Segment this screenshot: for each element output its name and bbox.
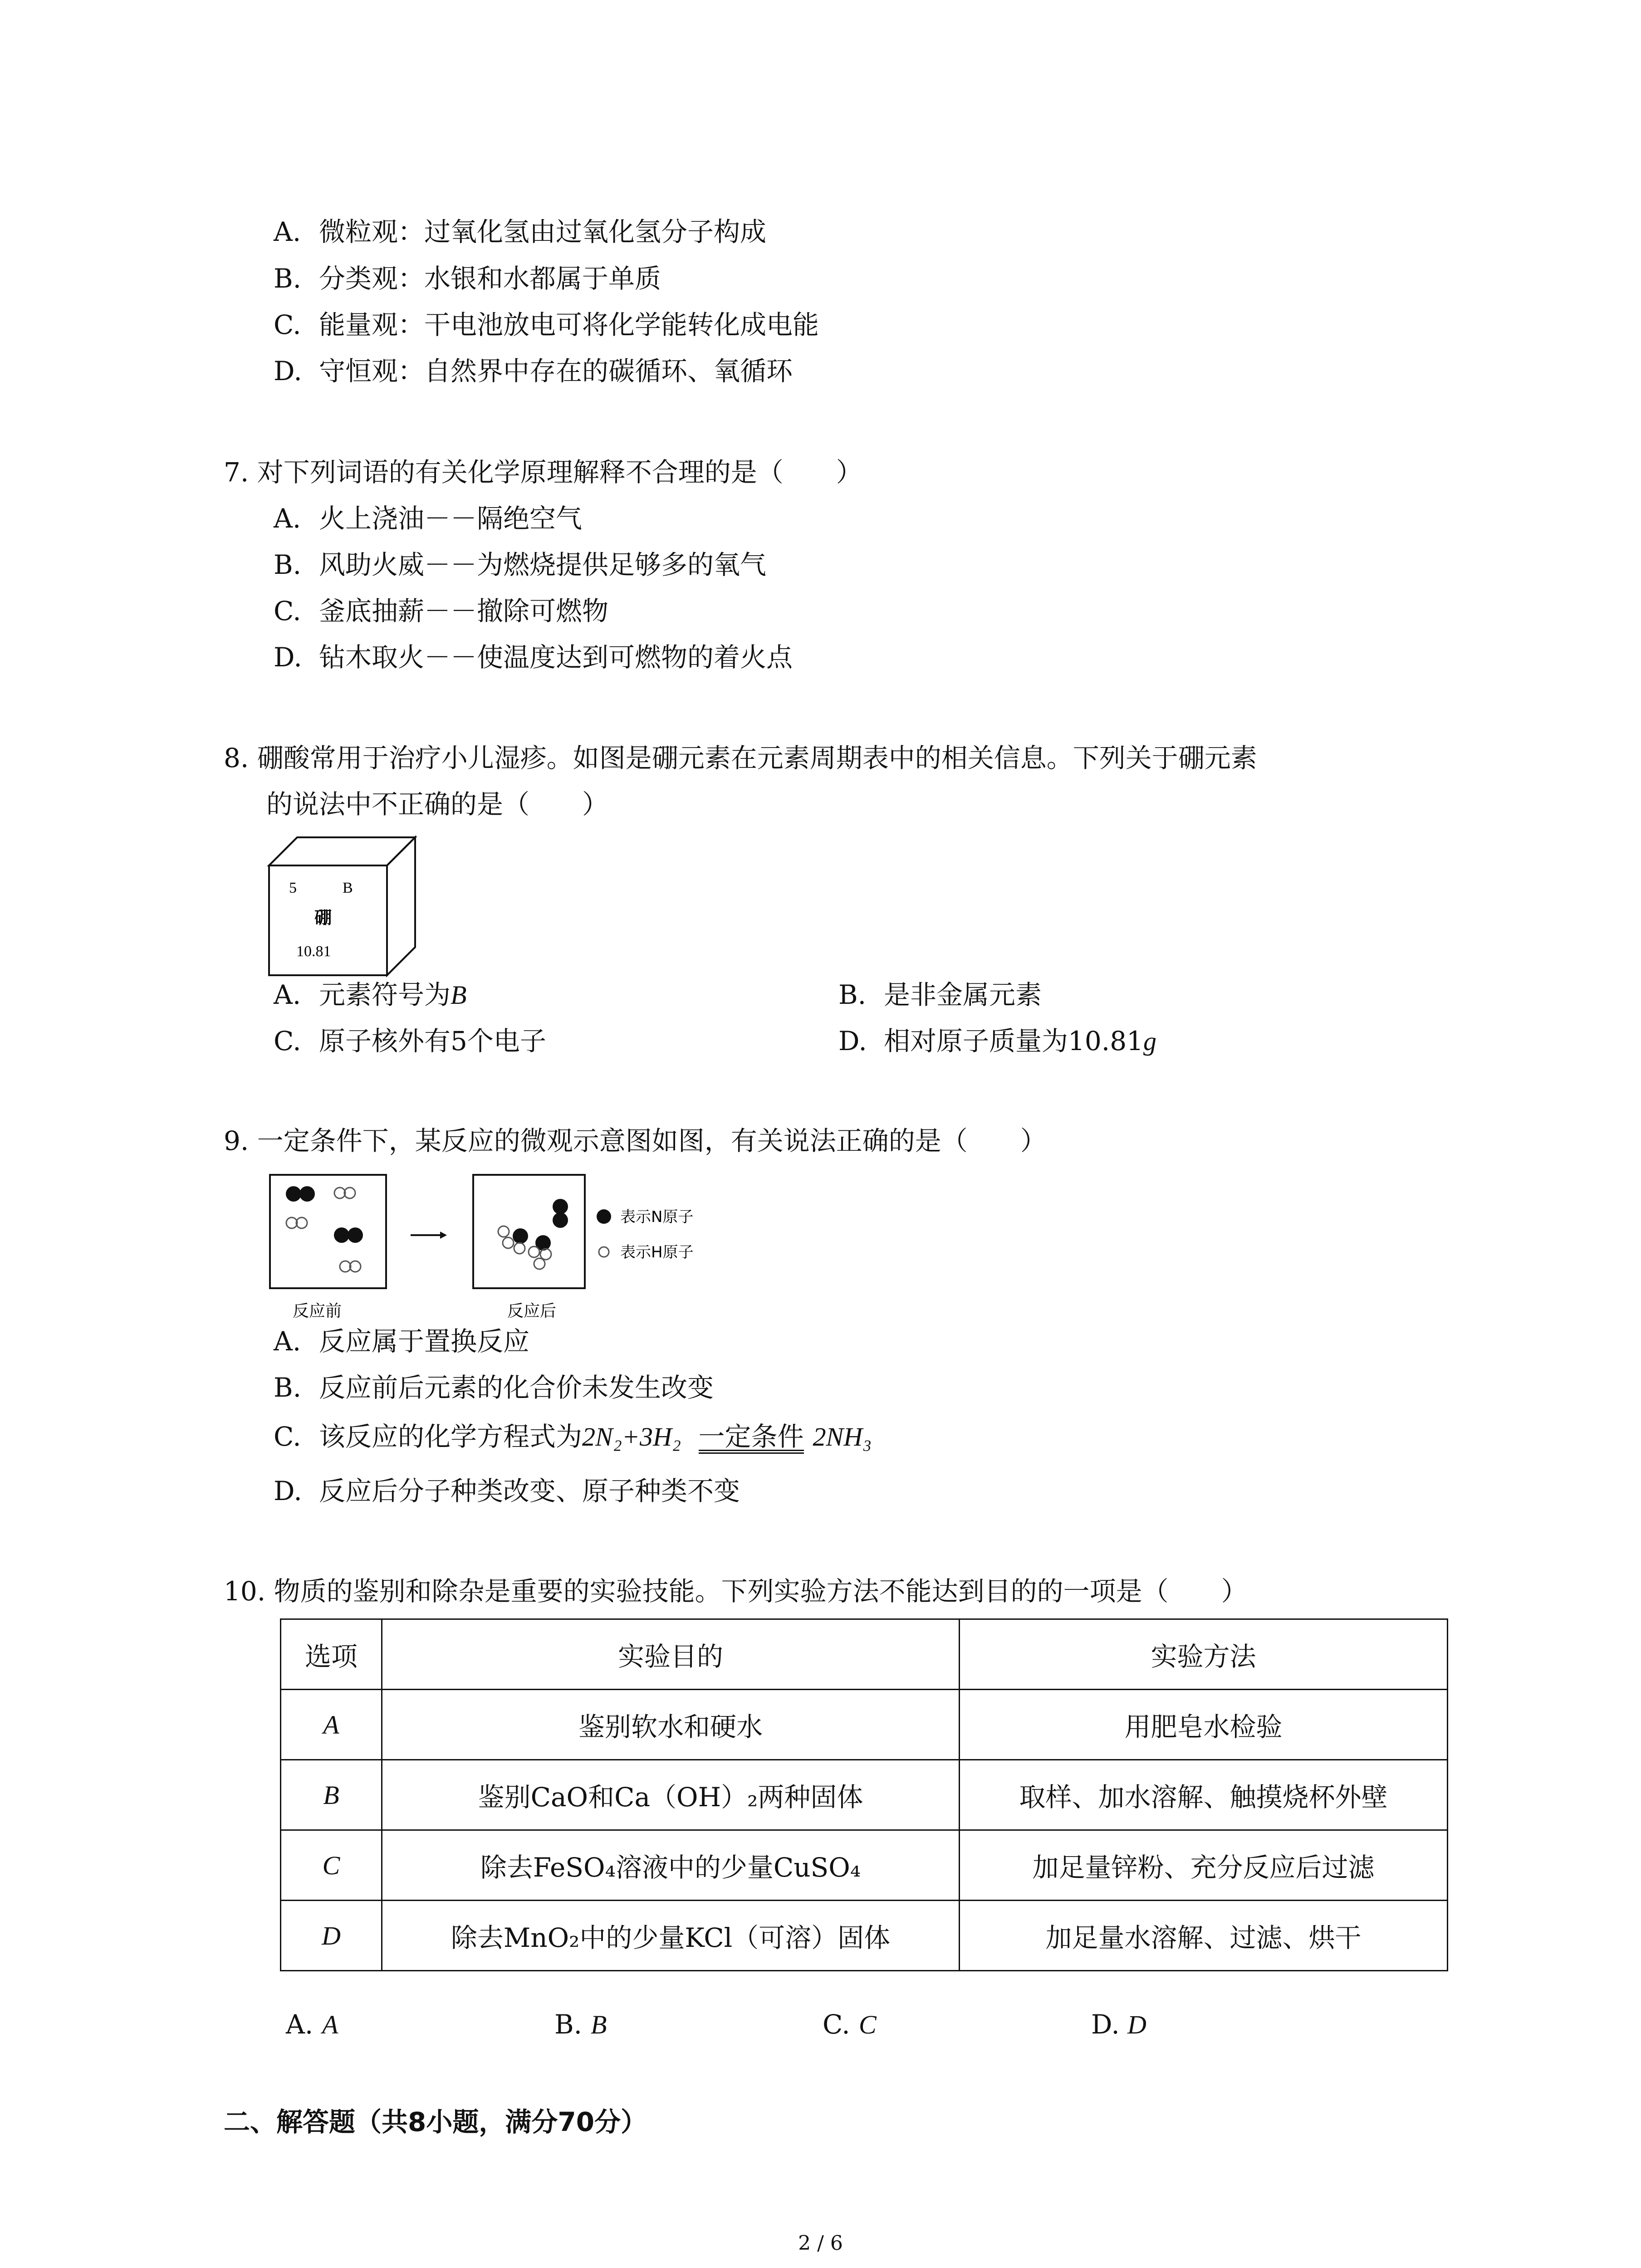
arrow-icon [411,1232,447,1239]
q9-option-d [274,1476,740,1506]
answer-value: D [1127,2010,1146,2039]
option-text: 反应后分子种类改变、原子种类不变 [319,1476,740,1506]
option-italic: B [451,980,467,1010]
answer-letter: D. [1091,2009,1120,2040]
option-letter: A. [274,216,301,247]
q8-option-a [274,980,466,1011]
option-text: 元素符号为 [319,979,451,1010]
option-text: 守恒观：自然界中存在的碳循环、氧循环 [319,356,793,386]
answer-value: C [859,2010,877,2039]
before-label: 反应前 [293,1302,342,1320]
q8-option-d [838,1026,1156,1057]
option-text: 原子核外有5个电子 [319,1026,546,1056]
q6-option-c [274,310,819,340]
option-text: 是非金属元素 [884,979,1042,1010]
option-text: 该反应的化学方程式为 [319,1421,583,1452]
q7-stem: 7. 对下列词语的有关化学原理解释不合理的是（ ） [224,457,862,488]
option-text: 能量观：干电池放电可将化学能转化成电能 [319,309,819,340]
table-row [281,1901,1448,1971]
legend [597,1208,694,1261]
q8-stem-line2: 的说法中不正确的是（ ） [266,789,609,820]
option-letter: A. [274,979,301,1010]
equation-condition: 一定条件 [699,1423,804,1454]
answer-letter: C. [823,2009,850,2040]
row-purpose: 除去MnO₂中的少量KCl（可溶）固体 [382,1901,960,1971]
q10-answer-a [286,2009,338,2040]
element-name: 硼 [314,908,332,928]
q6-option-b [274,264,661,294]
option-letter: B. [274,263,302,294]
option-text: 钻木取火－－使温度达到可燃物的着火点 [319,642,793,673]
q9-option-a [274,1326,529,1357]
row-option: B [281,1760,382,1830]
cube-side-face [387,837,415,975]
option-letter: C. [274,1421,301,1452]
table-header-row [281,1619,1448,1690]
q7-option-b [274,550,766,580]
q8-option-c [274,1026,546,1056]
q6-option-d [274,356,793,386]
table-row [281,1760,1448,1830]
page-number: 2 / 6 [798,2232,843,2255]
atomic-mass: 10.81 [296,943,331,960]
row-option: A [281,1690,382,1760]
option-text: 分类观：水银和水都属于单质 [319,263,661,294]
legend-h-label: 表示H原子 [620,1243,694,1261]
reaction-micro-diagram [265,1170,792,1325]
q8-option-b [838,980,1042,1010]
q10-answer-b [554,2009,607,2040]
option-text: 火上浇油－－隔绝空气 [319,503,583,534]
q7-option-a [274,503,582,534]
q7-option-c [274,596,608,626]
after-label: 反应后 [507,1302,557,1320]
row-purpose: 鉴别软水和硬水 [382,1690,960,1760]
row-purpose: 鉴别CaO和Ca（OH）₂两种固体 [382,1760,960,1830]
option-text: 风助火威－－为燃烧提供足够多的氧气 [319,549,767,580]
h-atom-icon [599,1247,609,1257]
option-text: 反应属于置换反应 [319,1326,530,1357]
q9-option-b [274,1373,714,1403]
row-method: 加足量水溶解、过滤、烘干 [960,1901,1448,1971]
n-atom-icon [597,1209,611,1224]
q6-option-a [274,217,766,247]
header-purpose: 实验目的 [382,1619,960,1690]
legend-n-label: 表示N原子 [620,1208,694,1226]
equation-left: 2N₂+3H₂ [582,1422,681,1452]
option-italic: g [1143,1026,1157,1056]
answer-value: A [322,2010,338,2039]
cube-top-face [269,837,415,865]
row-method: 加足量锌粉、充分反应后过滤 [960,1830,1448,1901]
row-purpose: 除去FeSO₄溶液中的少量CuSO₄ [382,1830,960,1901]
option-letter: C. [274,309,301,340]
q10-answer-c [823,2009,877,2040]
header-method: 实验方法 [960,1619,1448,1690]
option-letter: A. [274,1326,301,1357]
experiment-table [280,1618,1448,1971]
q8-stem-line1: 8. 硼酸常用于治疗小儿湿疹。如图是硼元素在元素周期表中的相关信息。下列关于硼元素 [224,743,1257,773]
row-method: 取样、加水溶解、触摸烧杯外壁 [960,1760,1448,1830]
option-text: 相对原子质量为10.81 [884,1026,1144,1056]
option-text: 釜底抽薪－－撤除可燃物 [319,596,609,626]
row-option: C [281,1830,382,1901]
option-letter: D. [838,1026,867,1056]
table-row [281,1830,1448,1901]
q10-answer-d [1091,2009,1146,2040]
table-row [281,1690,1448,1760]
equation-right: 2NH₃ [813,1422,872,1452]
option-letter: B. [274,1372,302,1403]
q7-option-d [274,642,793,673]
option-letter: B. [838,979,867,1010]
q9-stem: 9. 一定条件下，某反应的微观示意图如图，有关说法正确的是（ ） [224,1125,1047,1156]
option-text: 反应前后元素的化合价未发生改变 [319,1372,714,1403]
option-text: 微粒观：过氧化氢由过氧化氢分子构成 [319,216,767,247]
after-box [473,1175,585,1288]
boron-element-cube [265,834,420,979]
answer-letter: A. [286,2009,314,2040]
option-letter: C. [274,1026,301,1056]
q10-stem: 10. 物质的鉴别和除杂是重要的实验技能。下列实验方法不能达到目的的一项是（ ） [224,1576,1248,1607]
answer-value: B [591,2010,607,2039]
option-letter: D. [274,642,302,673]
option-letter: B. [274,549,302,580]
answer-letter: B. [554,2009,583,2040]
row-option: D [281,1901,382,1971]
section-heading: 二、解答题（共8小题，满分70分） [224,2107,647,2137]
option-letter: A. [274,503,301,534]
option-letter: D. [274,1476,302,1506]
element-symbol: B [343,880,353,896]
header-option: 选项 [281,1619,382,1690]
q9-option-c [274,1422,872,1454]
atomic-number: 5 [289,880,297,896]
option-letter: C. [274,596,301,626]
option-letter: D. [274,356,302,386]
row-method: 用肥皂水检验 [960,1690,1448,1760]
